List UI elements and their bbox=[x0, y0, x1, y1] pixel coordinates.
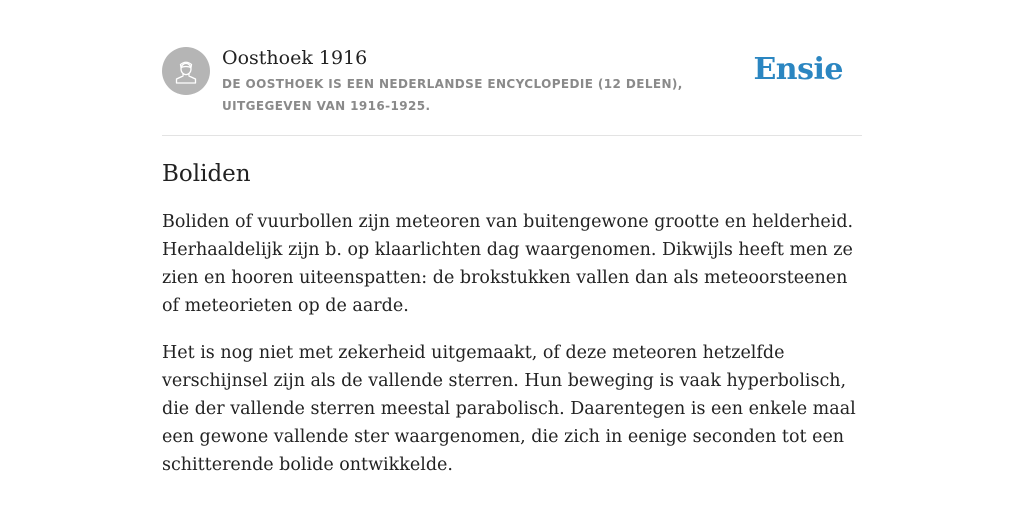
source-avatar[interactable] bbox=[162, 47, 210, 95]
ensie-logo-link[interactable]: Ensie bbox=[753, 52, 843, 87]
source-info bbox=[222, 46, 762, 117]
article bbox=[162, 156, 862, 498]
user-icon bbox=[172, 57, 200, 85]
header-divider bbox=[162, 135, 862, 136]
article-title: Boliden bbox=[162, 161, 251, 187]
article-paragraph: Boliden of vuurbollen zijn meteoren van buitengewone grootte en helderheid. Herhaaldelijk zijn b. op klaarlichten dag waargenomen. Dikwijls heeft men ze zien en hooren uiteenspatten: de brokstukken vallen dan als meteoorsteenen of meteorieten op de aarde. bbox=[162, 212, 854, 316]
source-header bbox=[162, 46, 862, 136]
article-paragraph: Het is nog niet met zekerheid uitgemaakt, of deze meteoren hetzelfde verschijnsel zijn als de vallende sterren. Hun beweging is vaak hyperbolisch, die der vallende sterren meestal parabolisch. Daarentegen is een enkele maal een gewone vallende ster waargenomen, die zich in eenige seconden tot een schitterende bolide ontwikkelde. bbox=[162, 343, 856, 475]
source-description: DE OOSTHOEK IS EEN NEDERLANDSE ENCYCLOPEDIE (12 DELEN), UITGEGEVEN VAN 1916-1925. bbox=[222, 77, 683, 113]
source-name[interactable]: Oosthoek 1916 bbox=[222, 47, 368, 69]
